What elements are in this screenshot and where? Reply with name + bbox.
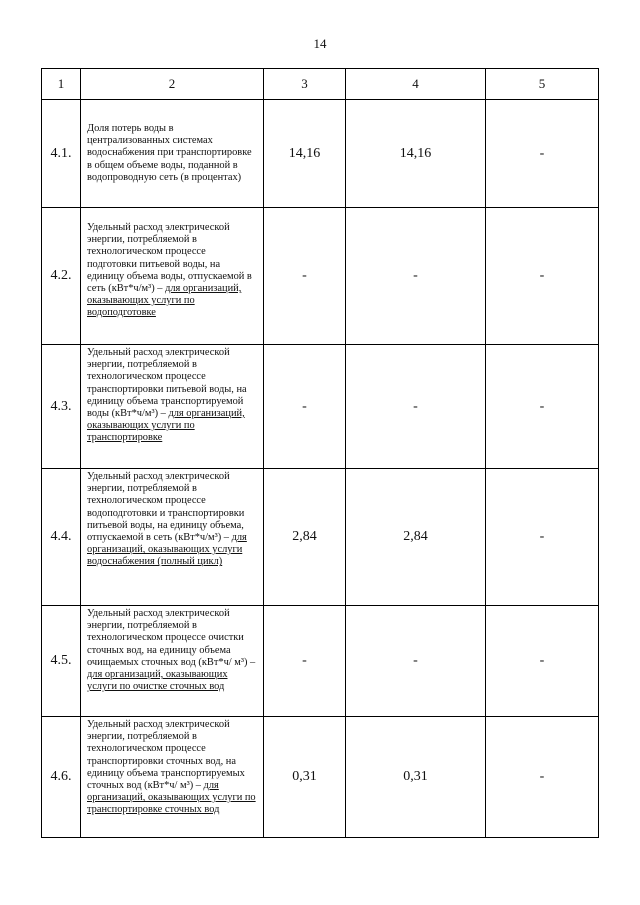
value-col5: - [486, 208, 599, 345]
description-underlined: для организаций, оказывающих услуги по водоподготовке [87, 283, 242, 319]
value-col3: 2,84 [264, 469, 346, 606]
value-col4: - [346, 606, 486, 717]
value-col3: - [264, 208, 346, 345]
value-col5: - [486, 469, 599, 606]
description-text: Удельный расход электрической энергии, потребляемой в технологическом процессе водоподготовки и транспортировки питьевой воды, на единицу объема, отпускаемой в сеть (кВт*ч/м³) – [87, 471, 245, 544]
table-row [42, 208, 599, 345]
row-number: 4.6. [42, 717, 81, 838]
description-underlined: для организаций, оказывающих услуги по транспортировке [87, 408, 245, 444]
table-header-row [42, 69, 599, 100]
value-col3: - [264, 345, 346, 469]
row-number: 4.2. [42, 208, 81, 345]
table-row [42, 606, 599, 717]
header-cell-2: 2 [81, 69, 264, 100]
value-col4: 14,16 [346, 100, 486, 208]
header-cell-1: 1 [42, 69, 81, 100]
description-text: Удельный расход электрической энергии, потребляемой в технологическом процессе транспортировки питьевой воды, на единицу объема транспортируемой воды (кВт*ч/м³) – [87, 347, 247, 420]
row-description [81, 345, 264, 469]
table-row [42, 345, 599, 469]
page-number: 14 [313, 36, 327, 51]
table-row [42, 717, 599, 838]
row-description [81, 606, 264, 717]
value-col5: - [486, 606, 599, 717]
row-number: 4.3. [42, 345, 81, 469]
row-description [81, 208, 264, 345]
header-cell-5: 5 [486, 69, 599, 100]
row-number: 4.1. [42, 100, 81, 208]
row-number: 4.5. [42, 606, 81, 717]
indicators-table [41, 68, 599, 838]
row-description [81, 100, 264, 208]
description-text: Удельный расход электрической энергии, потребляемой в технологическом процессе очистки сточных вод, на единицу объема очищаемых сточных вод (кВт*ч/ м³) – [87, 608, 256, 668]
description-underlined: для организаций, оказывающих услуги по транспортировке сточных вод [87, 780, 256, 816]
table-row [42, 469, 599, 606]
description-underlined: для организаций, оказывающих услуги по очистке сточных вод [87, 669, 228, 693]
row-description [81, 717, 264, 838]
description-text: Доля потерь воды в централизованных системах водоснабжения при транспортировке в общем объеме воды, поданной в водопроводную сеть (в процентах) [87, 122, 252, 183]
row-description [81, 469, 264, 606]
header-cell-3: 3 [264, 69, 346, 100]
value-col4: - [346, 208, 486, 345]
value-col3: 14,16 [264, 100, 346, 208]
description-text: Удельный расход электрической энергии, потребляемой в технологическом процессе подготовки питьевой воды, на единицу объема воды, отпускаемой в сеть (кВт*ч/м³) – [87, 222, 252, 295]
table-row [42, 100, 599, 208]
value-col4: 2,84 [346, 469, 486, 606]
value-col5: - [486, 345, 599, 469]
value-col5: - [486, 717, 599, 838]
value-col4: - [346, 345, 486, 469]
description-text: Удельный расход электрической энергии, потребляемой в технологическом процессе транспортировки сточных вод, на единицу объема транспортируемых сточных вод (кВт*ч/ м³) – [87, 719, 245, 792]
header-cell-4: 4 [346, 69, 486, 100]
description-underlined: для организаций, оказывающих услуги водоснабжения (полный цикл) [87, 532, 247, 568]
value-col5: - [486, 100, 599, 208]
value-col4: 0,31 [346, 717, 486, 838]
value-col3: - [264, 606, 346, 717]
value-col3: 0,31 [264, 717, 346, 838]
row-number: 4.4. [42, 469, 81, 606]
